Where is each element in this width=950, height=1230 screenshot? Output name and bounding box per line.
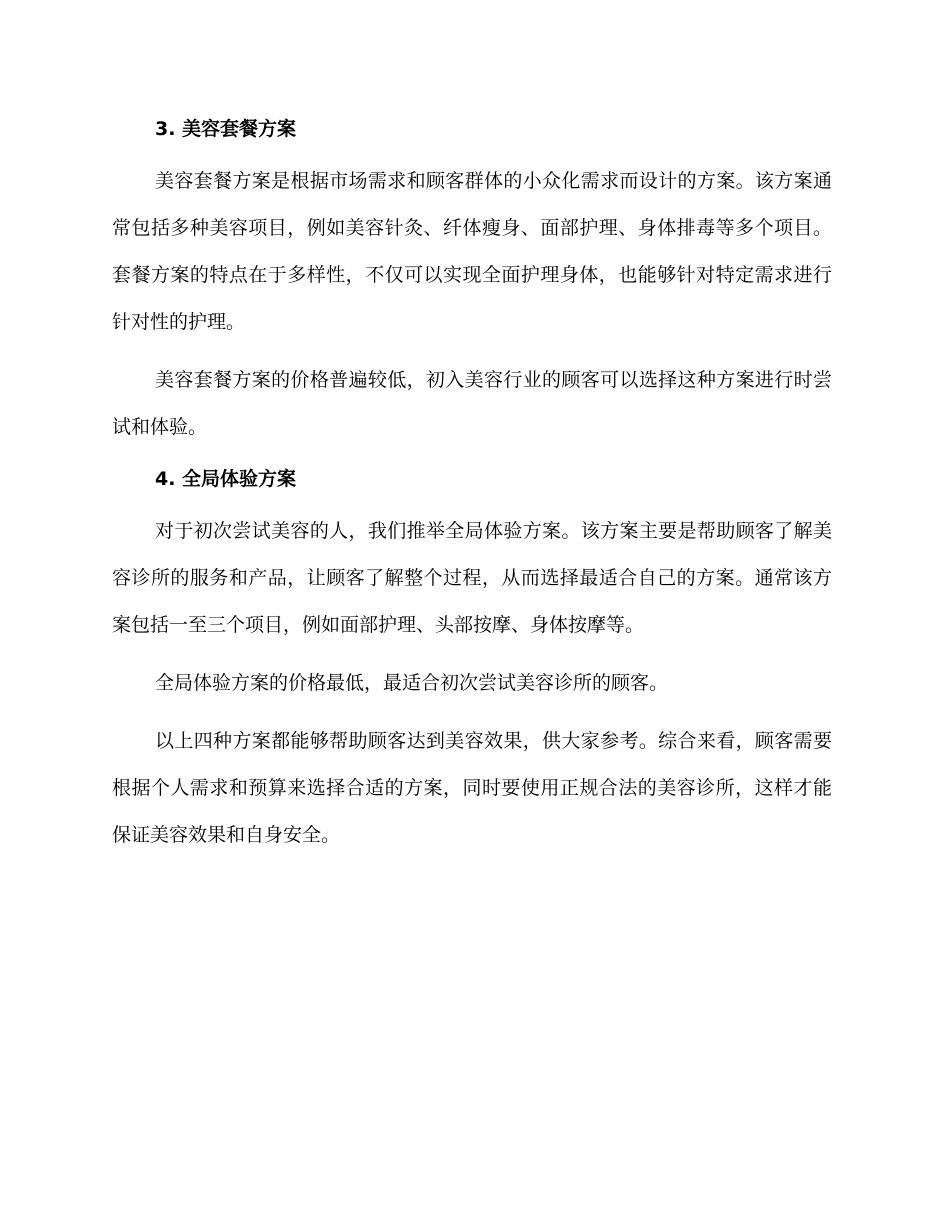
- paragraph-conclusion: 以上四种方案都能够帮助顾客达到美容效果，供大家参考。综合来看，顾客需要根据个人需求和预算来选择合适的方案，同时要使用正规合法的美容诊所，这样才能保证美容效果和自身安全。: [112, 730, 832, 846]
- section-heading-full-experience: 4. 全局体验方案: [155, 468, 297, 490]
- paragraph-experience-description: 对于初次尝试美容的人，我们推举全局体验方案。该方案主要是帮助顾客了解美容诊所的服务和产品，让顾客了解整个过程，从而选择最适合自己的方案。通常该方案包括一至三个项目，例如面部护理、头部按摩、身体按摩等。: [112, 520, 832, 636]
- document-body: [112, 113, 832, 859]
- paragraph-package-description: 美容套餐方案是根据市场需求和顾客群体的小众化需求而设计的方案。该方案通常包括多种美容项目，例如美容针灸、纤体瘦身、面部护理、身体排毒等多个项目。套餐方案的特点在于多样性，不仅可以实现全面护理身体，也能够针对特定需求进行针对性的护理。: [112, 170, 832, 333]
- paragraph-experience-price: 全局体验方案的价格最低，最适合初次尝试美容诊所的顾客。: [155, 672, 669, 694]
- paragraph-package-price: 美容套餐方案的价格普遍较低，初入美容行业的顾客可以选择这种方案进行时尝试和体验。: [112, 369, 832, 438]
- section-heading-beauty-package: 3. 美容套餐方案: [155, 118, 297, 140]
